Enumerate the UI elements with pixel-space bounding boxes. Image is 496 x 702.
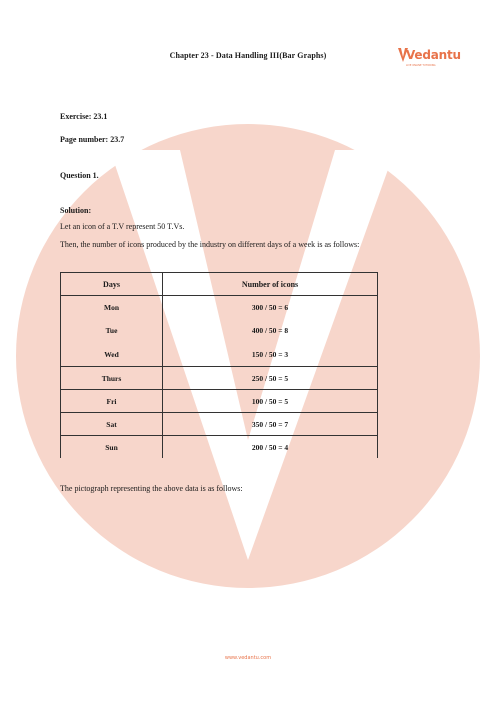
day-wed: Wed xyxy=(104,349,119,359)
closing-line: The pictograph representing the above data is as follows: xyxy=(60,484,243,493)
table-row xyxy=(61,436,378,459)
question-label: Question 1. xyxy=(60,171,99,180)
value-wed: 150 / 50 = 3 xyxy=(251,349,289,359)
value-fri: 100 / 50 = 5 xyxy=(163,390,378,413)
icons-table xyxy=(60,272,378,458)
exercise-label: Exercise: 23.1 xyxy=(60,112,108,121)
value-mon: 300 / 50 = 6 xyxy=(251,303,289,312)
table-header-row xyxy=(61,273,378,296)
value-sat: 350 / 50 = 7 xyxy=(163,413,378,436)
vedantu-logo xyxy=(398,46,461,72)
table-row xyxy=(61,367,378,390)
value-thurs: 250 / 50 = 5 xyxy=(163,367,378,390)
value-sun: 200 / 50 = 4 xyxy=(163,436,378,459)
day-fri: Fri xyxy=(61,390,163,413)
days-cell-group xyxy=(61,296,163,367)
table-row-group xyxy=(61,296,378,367)
footer-url[interactable]: www.vedantu.com xyxy=(224,655,272,661)
solution-line-2: Then, the number of icons produced by the industry on different days of a week is as follows: xyxy=(60,240,360,249)
day-sun: Sun xyxy=(61,436,163,459)
header-days: Days xyxy=(61,273,163,296)
logo-name: Vedantu xyxy=(406,48,461,62)
value-tue: 400 / 50 = 8 xyxy=(251,326,289,336)
table-row xyxy=(61,390,378,413)
day-sat: Sat xyxy=(61,413,163,436)
chapter-title: Chapter 23 - Data Handling III(Bar Graphs) xyxy=(169,51,327,60)
day-thurs: Thurs xyxy=(61,367,163,390)
solution-line-1: Let an icon of a T.V represent 50 T.Vs. xyxy=(60,222,185,231)
table-row xyxy=(61,413,378,436)
day-tue: Tue xyxy=(105,326,118,336)
page-number-label: Page number: 23.7 xyxy=(60,135,125,144)
values-cell-group xyxy=(163,296,378,367)
solution-label: Solution: xyxy=(60,206,92,215)
day-mon: Mon xyxy=(104,303,119,312)
header-number-of-icons: Number of icons xyxy=(163,273,378,296)
logo-tagline: LIVE ONLINE TUTORING xyxy=(406,64,436,67)
